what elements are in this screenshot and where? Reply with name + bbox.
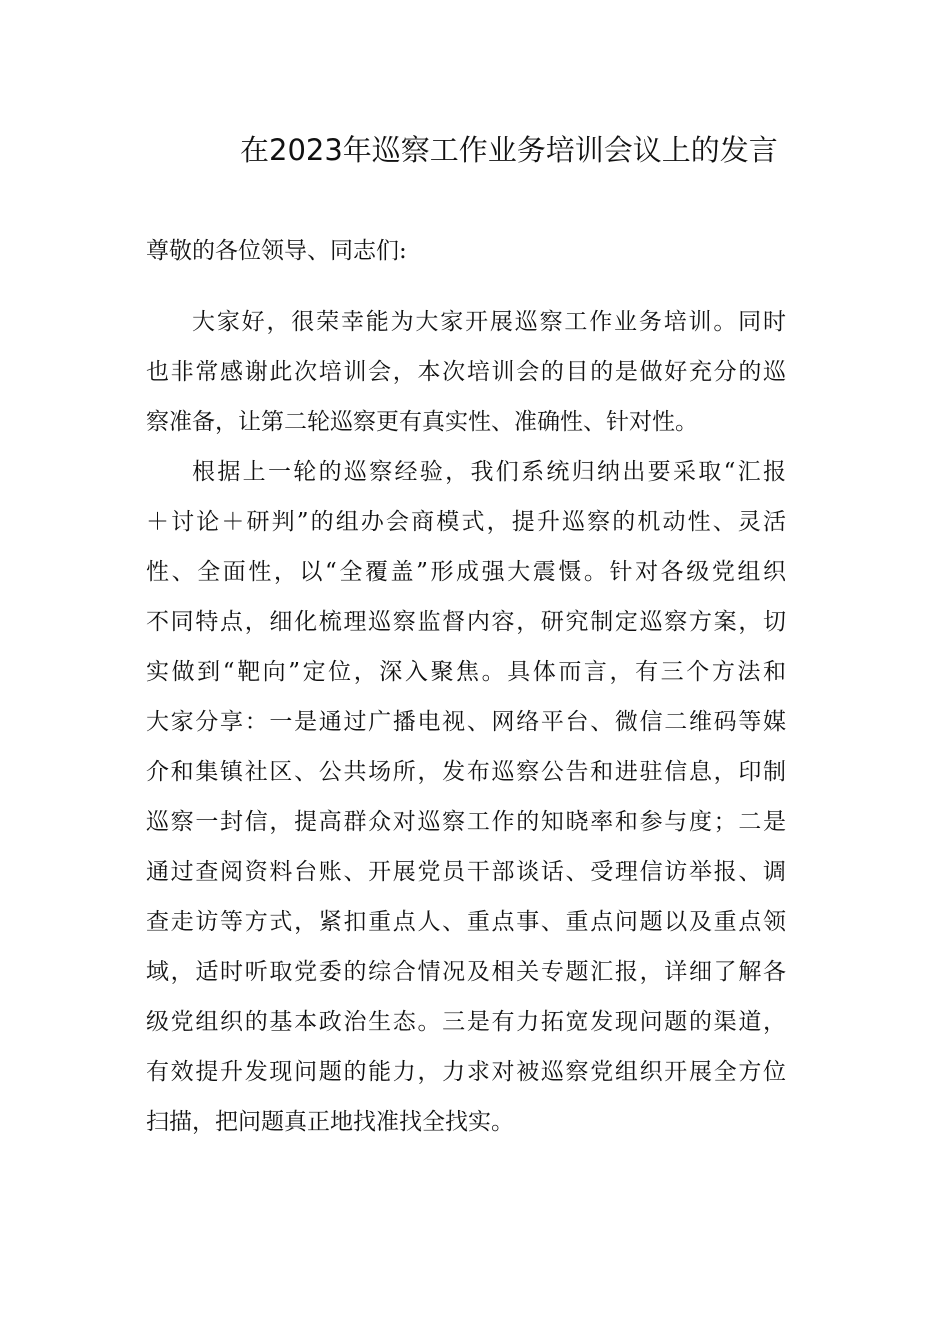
paragraph-line: 实做到“靶向”定位，深入聚焦。具体而言，有三个方法和 (146, 659, 786, 685)
paragraph-line: 也非常感谢此次培训会，本次培训会的目的是做好充分的巡 (146, 359, 786, 385)
paragraph-line: 域，适时听取党委的综合情况及相关专题汇报，详细了解各 (146, 959, 786, 985)
document-body (146, 226, 786, 1147)
paragraph-line: 扫描，把问题真正地找准找全找实。 (146, 1109, 514, 1135)
paragraph-2 (146, 447, 786, 1147)
paragraph-line: 性、全面性，以“全覆盖”形成强大震慑。针对各级党组织 (146, 559, 786, 585)
document-title: 在2023年巡察工作业务培训会议上的发言 (240, 133, 778, 167)
paragraph-line: 有效提升发现问题的能力，力求对被巡察党组织开展全方位 (146, 1059, 786, 1085)
paragraph-line: 通过查阅资料台账、开展党员干部谈话、受理信访举报、调 (146, 859, 786, 885)
paragraph-line: 级党组织的基本政治生态。三是有力拓宽发现问题的渠道， (146, 1009, 786, 1035)
paragraph-line: 巡察一封信，提高群众对巡察工作的知晓率和参与度；二是 (146, 809, 786, 835)
paragraph-line: 大家好，很荣幸能为大家开展巡察工作业务培训。同时 (192, 309, 786, 335)
paragraph-line: 察准备，让第二轮巡察更有真实性、准确性、针对性。 (146, 409, 698, 435)
paragraph-line: 不同特点，细化梳理巡察监督内容，研究制定巡察方案，切 (146, 609, 786, 635)
paragraph-line: 查走访等方式，紧扣重点人、重点事、重点问题以及重点领 (146, 909, 786, 935)
paragraph-line: ＋讨论＋研判”的组办会商模式，提升巡察的机动性、灵活 (146, 509, 786, 535)
paragraph-line: 根据上一轮的巡察经验，我们系统归纳出要采取“汇报 (192, 459, 786, 485)
paragraph-line: 介和集镇社区、公共场所，发布巡察公告和进驻信息，印制 (146, 759, 786, 785)
paragraph-gap (146, 276, 786, 297)
paragraph-line: 大家分享：一是通过广播电视、网络平台、微信二维码等媒 (146, 709, 786, 735)
salutation: 尊敬的各位领导、同志们: (146, 238, 407, 264)
paragraph-1 (146, 297, 786, 447)
